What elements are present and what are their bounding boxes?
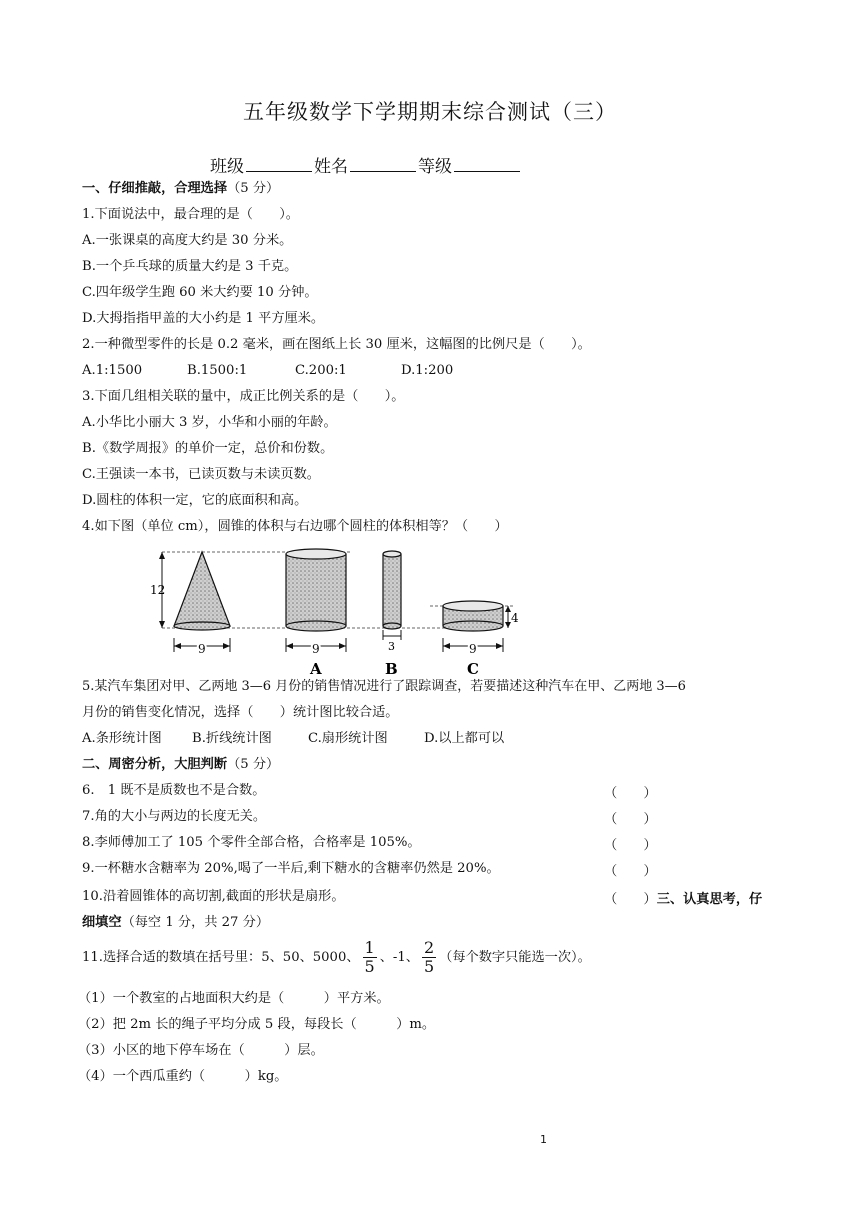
section-1-heading xyxy=(82,180,279,198)
q1-option-b: B.一个乒乓球的质量大约是 3 千克。 xyxy=(82,259,298,274)
cone-diameter-label: 9 xyxy=(198,642,206,656)
fraction-2-numerator: 2 xyxy=(423,938,435,957)
section-1-title: 一、仔细推敲，合理选择 xyxy=(82,181,228,196)
cylinder-c-height: 4 xyxy=(511,611,519,625)
judge-q10-paren xyxy=(604,888,762,907)
section-2-score: （5 分） xyxy=(227,757,280,772)
q2-option-a: A.1:1500 xyxy=(82,363,143,378)
class-blank[interactable] xyxy=(246,157,312,172)
q5-option-b: B.折线统计图 xyxy=(192,731,272,746)
judge-q7: 7.角的大小与两边的长度无关。 xyxy=(82,809,267,824)
q2-option-b: B.1500:1 xyxy=(187,363,248,378)
q11-stem-mid: 、-1、 xyxy=(379,950,419,965)
q2-stem: 2.一种微型零件的长是 0.2 毫米，画在图纸上长 30 厘米，这幅图的比例尺是（ ）。 xyxy=(82,337,591,352)
fraction-1-numerator: 1 xyxy=(364,938,375,957)
cone-shape xyxy=(174,552,230,630)
q5-options xyxy=(82,730,504,748)
judge-q9: 9.一杯糖水含糖率为 20%,喝了一半后,剩下糖水的含糖率仍然是 20%。 xyxy=(82,861,500,876)
name-label: 姓名 xyxy=(314,157,348,177)
cylinder-c-diameter: 9 xyxy=(469,642,477,656)
section-3-heading xyxy=(82,914,269,932)
q11-part-3: （3）小区的地下停车场在（ ）层。 xyxy=(78,1043,324,1058)
q3-option-c: C.王强读一本书，已读页数与未读页数。 xyxy=(82,467,320,482)
q2-option-c: C.200:1 xyxy=(295,363,347,378)
grade-label: 等级 xyxy=(418,157,452,177)
judge-q8-paren[interactable]: （ ） xyxy=(604,838,657,853)
judge-q6-paren[interactable]: （ ） xyxy=(604,786,657,801)
page-number: 1 xyxy=(540,1133,547,1146)
section-3-score: （每空 1 分，共 27 分） xyxy=(121,915,270,930)
judge-q7-paren[interactable]: （ ） xyxy=(604,812,657,827)
cylinder-b-diameter: 3 xyxy=(388,640,395,653)
q5-stem-line2: 月份的销售变化情况，选择（ ）统计图比较合适。 xyxy=(82,705,399,720)
cylinder-b xyxy=(383,551,401,629)
q5-option-d: D.以上都可以 xyxy=(424,731,505,746)
judge-q8: 8.李师傅加工了 105 个零件全部合格，合格率是 105%。 xyxy=(82,835,421,850)
cone-height-label: 12 xyxy=(150,583,166,597)
section-1-score: （5 分） xyxy=(227,181,280,196)
judge-q10: 10.沿着圆锥体的高切割,截面的形状是扇形。 xyxy=(82,889,345,904)
student-info-line xyxy=(210,152,522,177)
judge-q10-paren-box[interactable]: （ ） xyxy=(604,892,657,907)
q3-stem: 3.下面几组相关联的量中，成正比例关系的是（ ）。 xyxy=(82,389,405,404)
fraction-2-denominator: 5 xyxy=(423,957,435,976)
q4-stem: 4.如下图（单位 cm），圆锥的体积与右边哪个圆柱的体积相等？（ ） xyxy=(82,519,508,534)
grade-blank[interactable] xyxy=(454,157,520,172)
q5-option-a: A.条形统计图 xyxy=(82,731,162,746)
q11-part-2: （2）把 2m 长的绳子平均分成 5 段，每段长（ ）m。 xyxy=(78,1017,436,1032)
fraction-two-fifths xyxy=(422,939,436,976)
judge-q9-paren[interactable]: （ ） xyxy=(604,864,657,879)
fraction-1-denominator: 5 xyxy=(364,957,375,976)
q5-option-c: C.扇形统计图 xyxy=(308,731,388,746)
cylinder-a xyxy=(286,549,346,631)
judge-q6: 6. 1 既不是质数也不是合数。 xyxy=(82,783,266,798)
q2-option-d: D.1:200 xyxy=(401,363,454,378)
q1-stem: 1.下面说法中，最合理的是（ ）。 xyxy=(82,207,299,222)
section-2-heading xyxy=(82,756,279,774)
q1-option-d: D.大拇指指甲盖的大小约是 1 平方厘米。 xyxy=(82,311,325,326)
name-blank[interactable] xyxy=(350,157,416,172)
q1-option-c: C.四年级学生跑 60 米大约要 10 分钟。 xyxy=(82,285,318,300)
section-2-title: 二、周密分析，大胆判断 xyxy=(82,757,228,772)
q1-option-a: A.一张课桌的高度大约是 30 分米。 xyxy=(82,233,293,248)
q4-figure xyxy=(140,542,530,678)
q11-stem xyxy=(82,938,591,978)
class-label: 班级 xyxy=(210,157,244,177)
q11-stem-start: 11.选择合适的数填在括号里：5、50、5000、 xyxy=(82,950,360,965)
cylinder-c xyxy=(443,601,503,631)
section-3-title-part1: 三、认真思考，仔 xyxy=(656,892,763,907)
q3-option-a: A.小华比小丽大 3 岁，小华和小丽的年龄。 xyxy=(82,415,337,430)
q11-part-4: （4）一个西瓜重约（ ）kg。 xyxy=(78,1069,288,1084)
fraction-one-fifth xyxy=(363,939,377,976)
cylinder-b-label: B xyxy=(385,660,398,678)
q3-option-b: B.《数学周报》的单价一定，总价和份数。 xyxy=(82,441,334,456)
cylinder-c-label: C xyxy=(467,660,479,678)
q11-part-1: （1）一个教室的占地面积大约是（ ）平方米。 xyxy=(78,991,390,1006)
q3-option-d: D.圆柱的体积一定，它的底面积和高。 xyxy=(82,493,308,508)
q2-options xyxy=(82,362,453,380)
cylinder-a-label: A xyxy=(310,660,322,678)
page-title: 五年级数学下学期期末综合测试（三） xyxy=(243,100,617,124)
q11-stem-end: （每个数字只能选一次）。 xyxy=(439,950,591,965)
q5-stem-line1: 5.某汽车集团对甲、乙两地 3—6 月份的销售情况进行了跟踪调查，若要描述这种汽车在甲、乙两地 3—6 xyxy=(82,679,686,694)
cylinder-a-diameter: 9 xyxy=(312,642,320,656)
section-3-title-part2: 细填空 xyxy=(82,915,122,930)
